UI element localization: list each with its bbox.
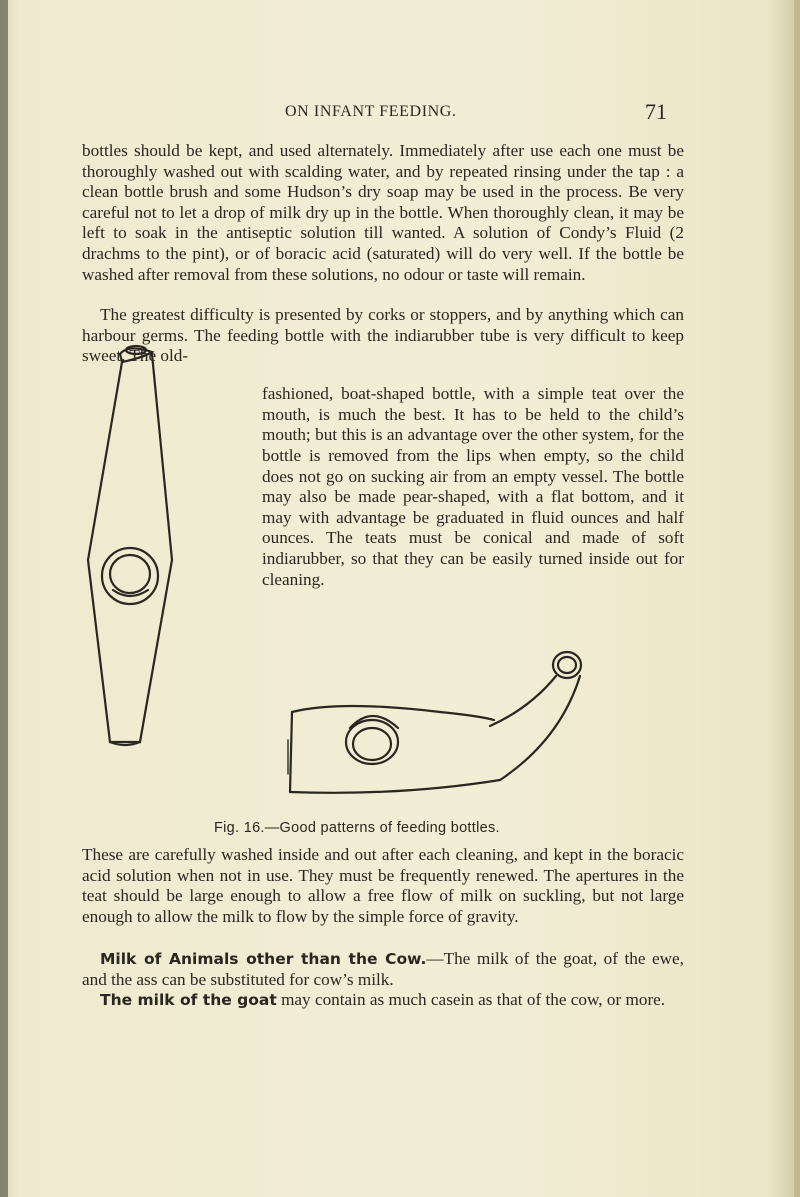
paragraph-5-rest: may contain as much casein as that of the cow, or more. (276, 990, 666, 1009)
paragraph-2-lead-text: The greatest difficulty is presented by corks or stoppers, and by anything which can harbour germs. The feeding bottle with the indiarubber tube is very difficult to keep sweet. The old- (82, 305, 684, 366)
paragraph-2-wrapped (262, 367, 684, 607)
paragraph-5 (82, 990, 684, 1011)
section-heading: Milk of Animals other than the Cow. (100, 950, 427, 968)
paragraph-4-rest: —The milk of the goat, of the ewe, and the ass can be substituted for cow’s milk. (82, 949, 684, 989)
page-number: 71 (645, 99, 667, 124)
page-header (0, 99, 800, 127)
running-head: ON INFANT FEEDING. (285, 103, 457, 120)
boat-shaped-bottle-illustration (80, 340, 200, 780)
pear-shaped-bottle-illustration (280, 650, 620, 800)
figure-caption: Fig. 16.—Good patterns of feeding bottles. (214, 820, 500, 836)
page-edge (794, 0, 800, 1197)
paragraph-4-text (82, 949, 684, 990)
paragraph-3-text: These are carefully washed inside and out after each cleaning, and kept in the boracic acid solution when not in use. They must be frequently renewed. The apertures in the teat should be large enough to allow a free flow of milk on suckling, but not large enough to allow the milk to flow by the simple force of gravity. (82, 845, 684, 926)
paragraph-3 (82, 845, 684, 927)
paragraph-1 (82, 141, 684, 285)
book-spine-shadow (0, 0, 8, 1197)
paragraph-2-wrapped-text: fashioned, boat-shaped bottle, with a simple teat over the mouth, is much the best. It has to be held to the child’s mouth; but this is an advantage over the other system, for the bottle is removed from the lips when empty, so the child does not go on sucking air from an empty vessel. The bottle may also be made pear-shaped, with a flat bottom, and it may with advantage be graduated in fluid ounces and half ounces. The teats must be conical and made of soft indiarubber, so that they can be easily turned inside out for cleaning. (262, 384, 684, 589)
paragraph-5-text (82, 990, 684, 1011)
paragraph-5-bold: The milk of the goat (100, 991, 277, 1009)
paragraph-4 (82, 949, 684, 990)
paragraph-1-text: bottles should be kept, and used alternately. Immediately after use each one must be thoroughly washed out with scalding water, and by repeated rinsing under the tap : a clean bottle brush and some Hudson’s dry soap may be used in the process. Be very careful not to let a drop of milk dry up in the bottle. When thoroughly clean, it may be left to soak in the antiseptic solution till wanted. A solution of Condy’s Fluid (2 drachms to the pint), or of boracic acid (saturated) will do very well. If the bottle be washed after removal from these solutions, no odour or taste will remain. (82, 141, 684, 284)
